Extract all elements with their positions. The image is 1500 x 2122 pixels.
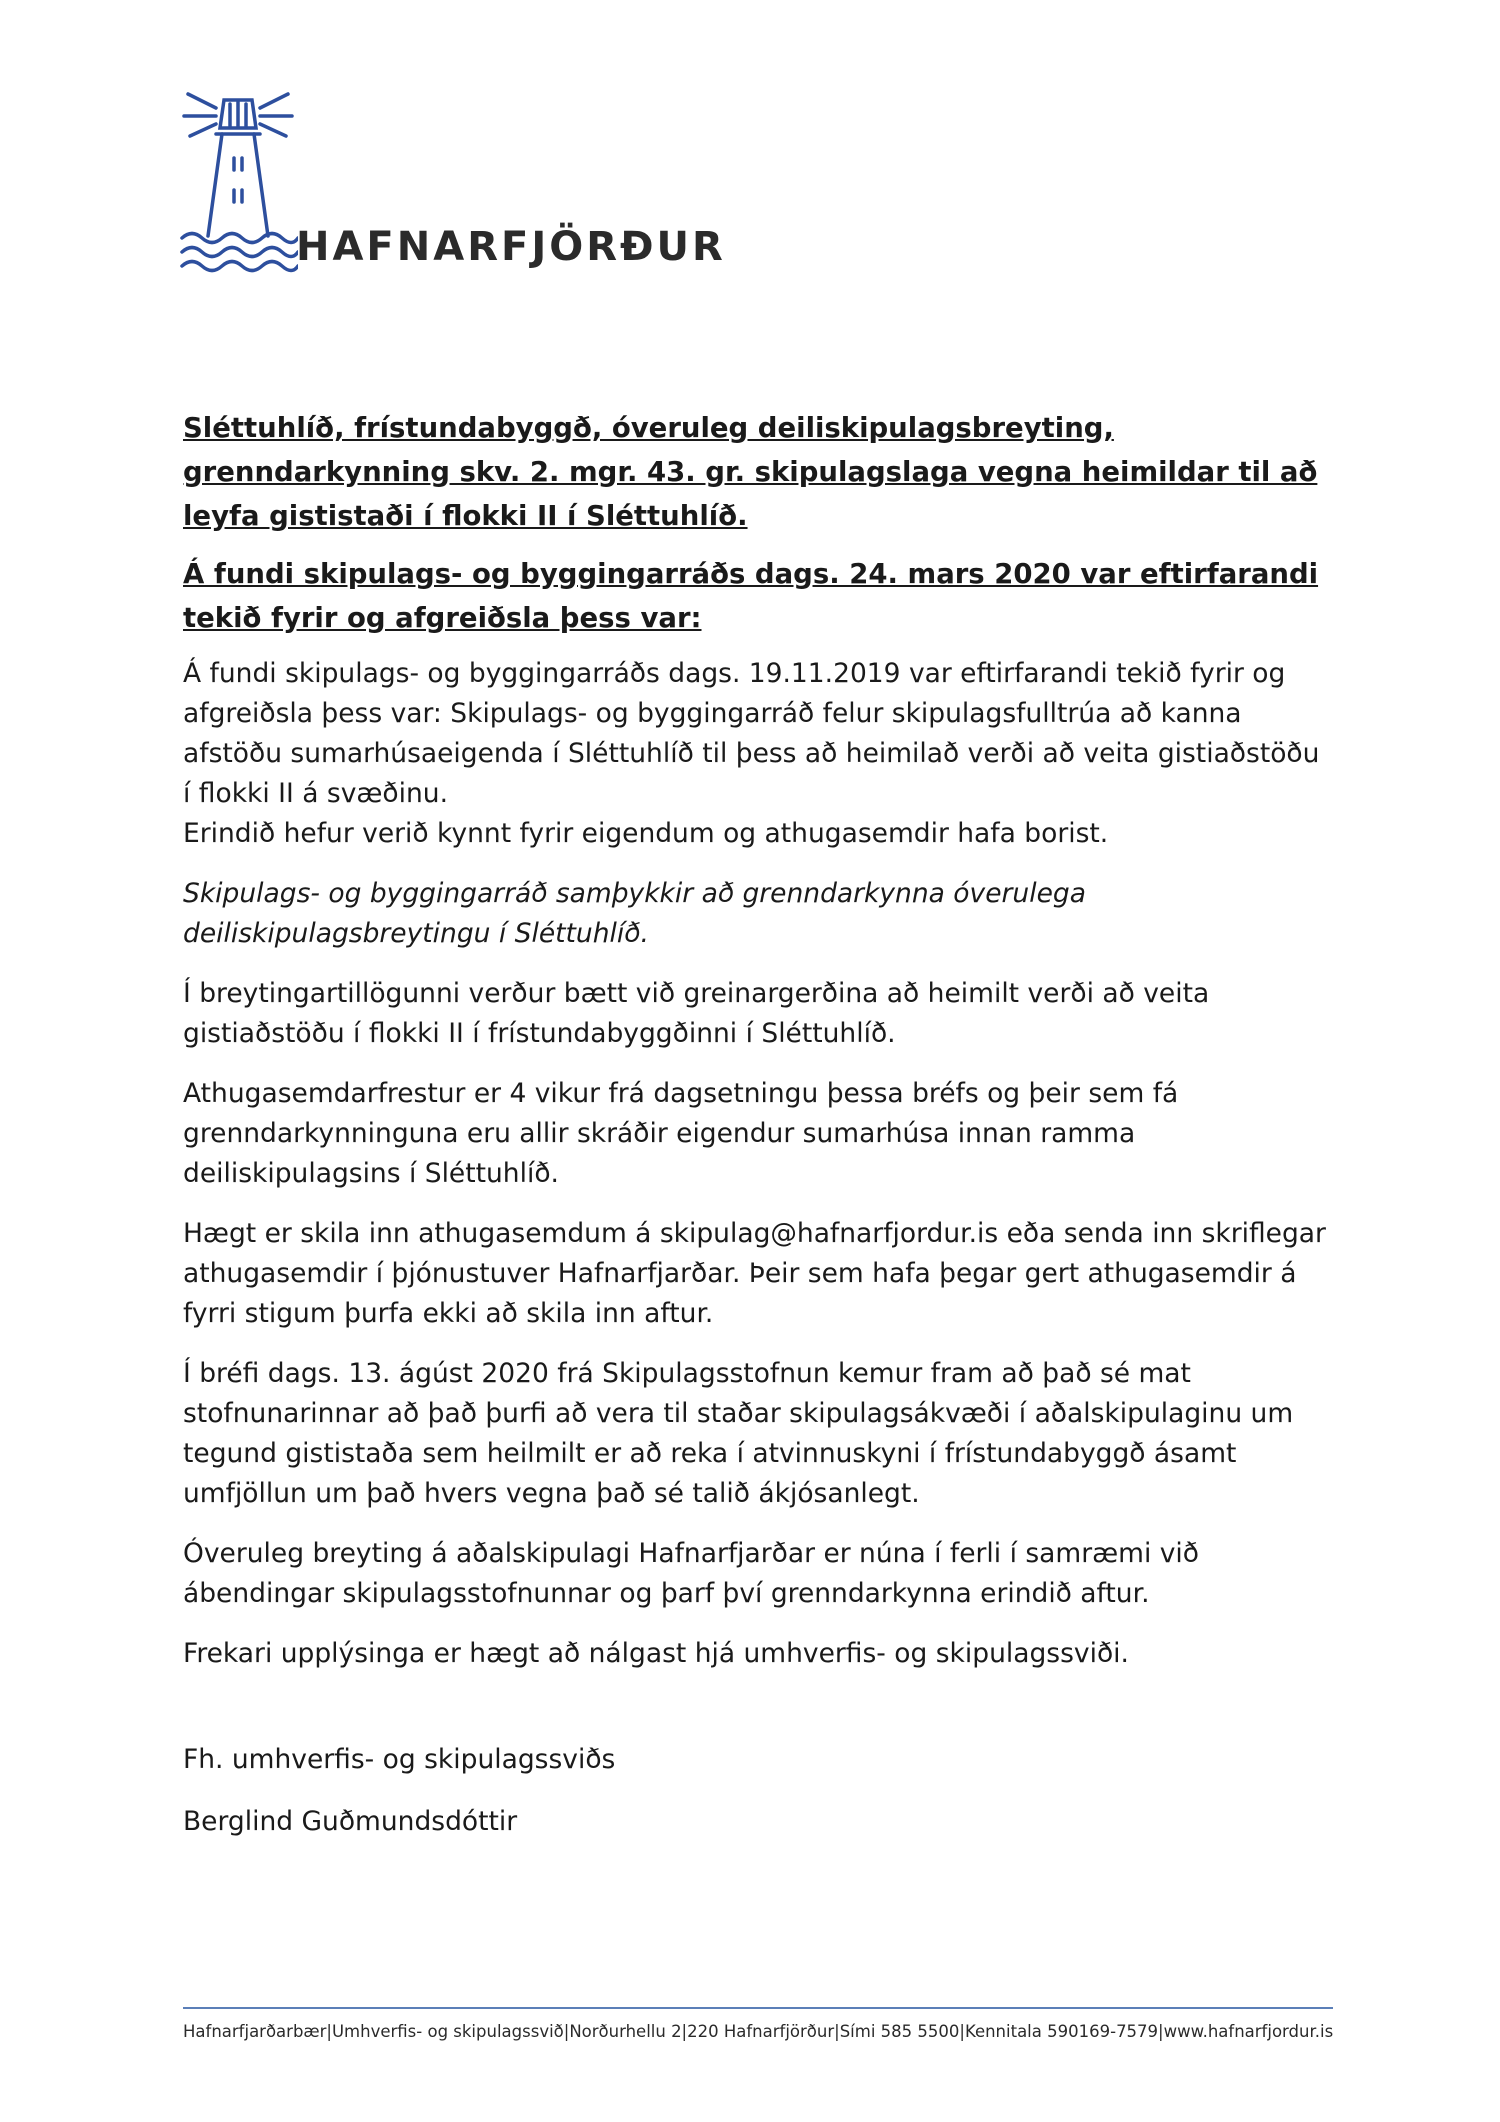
closing-line: Fh. umhverfis- og skipulagssviðs	[183, 1744, 616, 1775]
signer-name: Berglind Guðmundsdóttir	[183, 1806, 518, 1837]
footer-divider	[183, 2007, 1333, 2009]
paragraph-2: Skipulags- og byggingarráð samþykkir að grenndarkynna óverulega deiliskipulagsbreytingu í Sléttuhlíð.	[183, 878, 1086, 949]
letter-title: Sléttuhlíð, frístundabyggð, óveruleg deiliskipulagsbreyting, grenndarkynning skv. 2. mgr. 43. gr. skipulagslaga vegna heimildar til að leyfa gististaði í flokki II í Sléttuhlíð.	[183, 412, 1318, 532]
logo-wordmark: HAFNARFJÖRÐUR	[296, 224, 726, 270]
paragraph-5: Hægt er skila inn athugasemdum á skipulag@hafnarfjordur.is eða senda inn skriflegar athugasemdir í þjónustuver Hafnarfjarðar. Þeir sem hafa þegar gert athugasemdir á fyrri stigum þurfa ekki að skila inn aftur.	[183, 1218, 1326, 1329]
paragraph-6: Í bréfi dags. 13. ágúst 2020 frá Skipulagsstofnun kemur fram að það sé mat stofnunarinnar að það þurfi að vera til staðar skipulagsákvæði í aðalskipulaginu um tegund gististaða sem heilmilt er að reka í atvinnuskyni í frístundabyggð ásamt umfjöllun um það hvers vegna það sé talið ákjósanlegt.	[183, 1358, 1294, 1509]
paragraph-4: Athugasemdarfrestur er 4 vikur frá dagsetningu þessa bréfs og þeir sem fá grenndarkynninguna eru allir skráðir eigendur sumarhúsa innan ramma deiliskipulagsins í Sléttuhlíð.	[183, 1078, 1179, 1189]
paragraph-7: Óveruleg breyting á aðalskipulagi Hafnarfjarðar er núna í ferli í samræmi við ábendingar skipulagsstofnunnar og þarf því grenndarkynna erindið aftur.	[183, 1538, 1199, 1609]
paragraph-3: Í breytingartillögunni verður bætt við greinargerðina að heimilt verði að veita gistiaðstöðu í flokki II í frístundabyggðinni í Sléttuhlíð.	[183, 978, 1210, 1049]
hafnarfjordur-logo	[178, 86, 726, 286]
letter-body	[183, 406, 1333, 1842]
paragraph-1-continued: Erindið hefur verið kynnt fyrir eigendum og athugasemdir hafa borist.	[183, 818, 1109, 849]
letter-subtitle: Á fundi skipulags- og byggingarráðs dags. 24. mars 2020 var eftirfarandi tekið fyrir og afgreiðsla þess var:	[183, 558, 1319, 634]
lighthouse-icon	[178, 86, 298, 286]
paragraph-8: Frekari upplýsinga er hægt að nálgast hjá umhverfis- og skipulagssviði.	[183, 1638, 1129, 1669]
footer-contact: Hafnarfjarðarbær|Umhverfis- og skipulagssvið|Norðurhellu 2|220 Hafnarfjörður|Sími 585 5500|Kennitala 590169-7579|www.hafnarfjordur.is	[183, 2022, 1334, 2041]
paragraph-1: Á fundi skipulags- og byggingarráðs dags. 19.11.2019 var eftirfarandi tekið fyrir og afgreiðsla þess var: Skipulags- og byggingarráð felur skipulagsfulltrúa að kanna afstöðu sumarhúsaeigenda í Sléttuhlíð til þess að heimilað verði að veita gistiaðstöðu í flokki II á svæðinu.	[183, 658, 1320, 809]
